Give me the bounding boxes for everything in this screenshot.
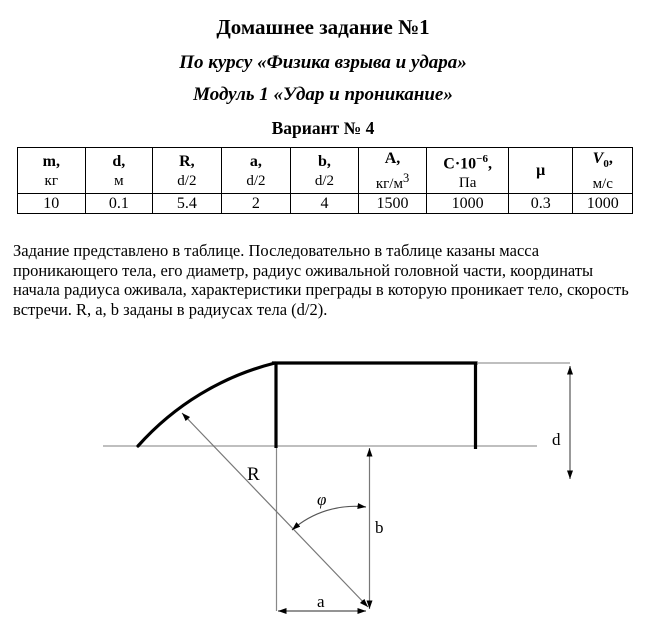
b-label: b (375, 518, 384, 537)
value-radius: 5.4 (153, 194, 222, 214)
header-mu: μ (508, 148, 573, 194)
d-label: d (552, 430, 561, 449)
header-density: A, $кг/м^3$ (358, 148, 427, 194)
radius-label: R (247, 464, 260, 485)
a-label: a (317, 592, 325, 611)
table-header-row (18, 148, 633, 194)
table-values-row (18, 194, 633, 214)
value-velocity: 1000 (573, 194, 633, 214)
header-mass: m, кг (18, 148, 86, 194)
header-velocity: $V_0$, м/с (573, 148, 633, 194)
parameters-table (17, 147, 633, 214)
ogive-curve (138, 363, 275, 446)
header-b: b, d/2 (291, 148, 359, 194)
value-diameter: 0.1 (85, 194, 153, 214)
phi-arc (292, 506, 366, 530)
value-mass: 10 (18, 194, 86, 214)
value-b: 4 (291, 194, 359, 214)
phi-label: φ (317, 490, 327, 509)
variant-heading: Вариант № 4 (271, 118, 375, 138)
value-a: 2 (221, 194, 291, 214)
value-density: 1500 (358, 194, 427, 214)
task-description: Задание представлено в таблице. Последовательно в таблице казаны масса проникающего тела, его диаметр, радиус оживальной головной части, координаты начала радиуса оживала, характеристики преграды в которую проникает тело, скорость встречи. R, a, b заданы в радиусах тела (d/2). (13, 241, 629, 319)
course-subtitle: По курсу «Физика взрыва и удара» (179, 52, 467, 73)
module-subtitle: Модуль 1 «Удар и проникание» (193, 84, 453, 105)
header-a: a, d/2 (221, 148, 291, 194)
header-radius: R, d/2 (153, 148, 222, 194)
value-strength: 1000 (427, 194, 509, 214)
header-strength: $C\cdot 10^{-6}$, Па (427, 148, 509, 194)
page-title: Домашнее задание №1 (216, 15, 430, 39)
value-mu: 0.3 (508, 194, 573, 214)
projectile-diagram (0, 335, 646, 628)
header-diameter: d, м (85, 148, 153, 194)
